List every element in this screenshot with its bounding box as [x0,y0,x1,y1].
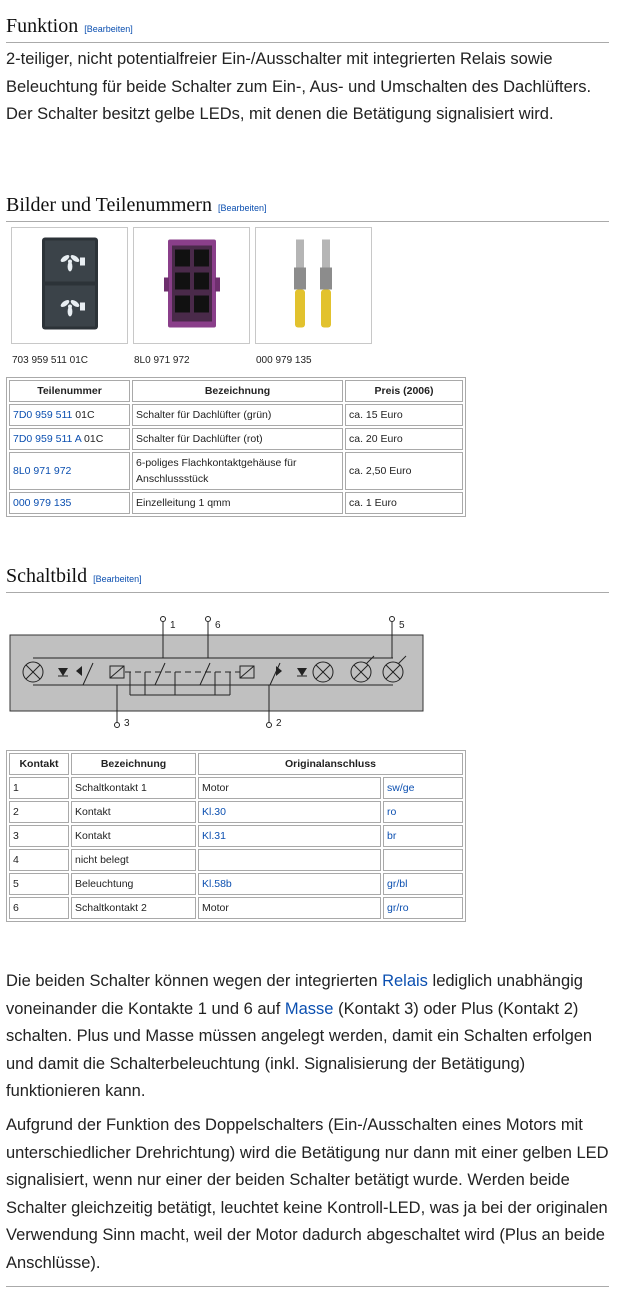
contact-cell: 5 [9,873,69,895]
text-span: Die beiden Schalter können wegen der integrierten [6,972,383,990]
image-caption: 703 959 511 01C [12,355,88,366]
relais-link[interactable]: Relais [382,972,428,990]
terminal-link[interactable]: Kl.31 [202,830,226,842]
price-cell: ca. 20 Euro [345,428,463,450]
part-number-cell [9,404,130,426]
funktion-text: 2-teiliger, nicht potentialfreier Ein-/Ausschalter mit integrierten Relais sowie Beleuchtung für beide Schalter zum Ein-, Aus- und Umschalten des Dachlüfters. Der Schalter besitzt gelbe LEDs, mit denen die Betätigung signalisiert wird. [6,50,592,123]
wire-color-cell [383,897,463,919]
label-cell: Kontakt [71,801,196,823]
edit-link[interactable]: [Bearbeiten] [93,574,142,584]
masse-link[interactable]: Masse [284,999,334,1018]
single-wire-image [286,237,342,334]
section-heading-bilder [6,194,609,222]
section-heading-funktion [6,15,609,43]
column-header: Preis (2006) [345,380,463,402]
table-row [9,849,463,871]
terminal-cell: Motor [198,897,381,919]
label-cell: Beleuchtung [71,873,196,895]
pin-label: 6 [215,620,221,631]
text-span: (Kontakt 3) oder Plus (Kontakt 2) schalten. Plus und Masse müssen angelegt werden, damit ein Schalten erfolgen und damit die Schalterbeleuchtung (inkl. Signalisierung der Betätigung) funktionieren kann. [6,999,593,1100]
table-row [9,897,463,919]
part-number-cell [9,492,130,514]
column-header: Teilenummer [9,380,130,402]
part-number-link[interactable]: 000 979 135 [13,497,72,509]
contact-cell: 6 [9,897,69,919]
wire-color-link[interactable]: sw/ge [387,782,415,794]
table-header-row [9,380,463,402]
section-title: Funktion [6,15,79,37]
paragraph-switch-behavior [6,968,611,1106]
part-number-link[interactable]: 7D0 959 511 A [13,433,82,445]
part-number-link[interactable]: 8L0 971 972 [13,465,72,477]
wire-color-link[interactable]: gr/ro [387,902,409,914]
terminal-cell: Motor [198,777,381,799]
description-cell: Schalter für Dachlüfter (grün) [132,404,343,426]
label-cell: Schaltkontakt 1 [71,777,196,799]
paragraph-double-switch: Aufgrund der Funktion des Doppelschalters (Ein-/Ausschalten eines Motors mit unterschiedlicher Drehrichtung) wird die Betätigung nur dann mit einer gelben LED signalisiert, wenn nur einer der beiden Schalter betätigt wurde. Werden beide Schalter gleichzeitig betätigt, leuchtet keine Kontroll-LED, was ja bei der originalen Verwendung Sinn macht, weil der Motor dadurch abgeschaltet wird (Plus an beide Anschlüsse). [6,1116,609,1272]
contact-cell: 1 [9,777,69,799]
part-number-cell [9,452,130,490]
label-cell: nicht belegt [71,849,196,871]
edit-link[interactable]: [Bearbeiten] [217,203,267,213]
wire-color-link[interactable]: br [387,830,397,842]
thumbnail-switch[interactable] [11,227,128,344]
description-cell: Einzelleitung 1 qmm [132,492,343,514]
wire-color-cell [383,873,463,895]
terminal-cell [198,801,381,823]
description-cell: 6-poliges Flachkontaktgehäuse für Anschlussstück [132,452,343,490]
table-row [9,873,463,895]
column-header: Kontakt [9,753,69,775]
wire-color-link[interactable]: gr/bl [387,878,408,890]
table-row [9,777,463,799]
pin-label: 2 [276,718,282,729]
column-header: Bezeichnung [71,753,196,775]
column-header: Bezeichnung [132,380,343,402]
parts-table [6,377,466,517]
wire-color-cell [383,825,463,847]
table-row [9,404,463,426]
contact-cell: 4 [9,849,69,871]
part-number-suffix: 01C [81,433,104,445]
description-cell: Schalter für Dachlüfter (rot) [132,428,343,450]
thumbnail-single-wire[interactable] [255,227,372,344]
terminal-cell [198,873,381,895]
part-number-link[interactable]: 7D0 959 511 [13,409,73,421]
table-row [9,801,463,823]
table-row [9,492,463,514]
section-title: Schaltbild [6,565,88,587]
contact-cell: 3 [9,825,69,847]
terminal-cell [198,825,381,847]
connector-housing-image [164,237,220,334]
table-row [9,452,463,490]
part-number-cell [9,428,130,450]
pin-label: 5 [399,620,405,631]
wire-color-cell [383,801,463,823]
contact-cell: 2 [9,801,69,823]
section-heading-schaltbild [6,565,609,593]
label-cell: Schaltkontakt 2 [71,897,196,919]
image-caption: 8L0 971 972 [134,355,190,366]
price-cell: ca. 15 Euro [345,404,463,426]
edit-link[interactable]: [Bearbeiten] [84,24,133,34]
label-cell: Kontakt [71,825,196,847]
terminal-link[interactable]: Kl.58b [202,878,232,890]
pin-label: 3 [124,718,130,729]
wire-color-cell [383,777,463,799]
column-header: Originalanschluss [198,753,463,775]
switch-image [42,237,98,334]
table-row [9,825,463,847]
contacts-table [6,750,466,922]
thumbnail-connector-housing[interactable] [133,227,250,344]
table-header-row [9,753,463,775]
section-divider [6,1286,609,1287]
part-number-suffix: 01C [72,409,95,421]
image-caption: 000 979 135 [256,355,312,366]
text-span: lediglich unabhängig voneinander die Kontakte 1 und 6 auf [6,972,583,1018]
wire-color-cell [383,849,463,871]
table-row [9,428,463,450]
pin-label: 1 [170,620,176,631]
terminal-link[interactable]: Kl.30 [202,806,226,818]
price-cell: ca. 2,50 Euro [345,452,463,490]
wiring-diagram [0,610,440,735]
terminal-cell [198,849,381,871]
price-cell: ca. 1 Euro [345,492,463,514]
section-title: Bilder und Teilenummern [6,194,212,216]
wire-color-link[interactable]: ro [387,806,397,818]
